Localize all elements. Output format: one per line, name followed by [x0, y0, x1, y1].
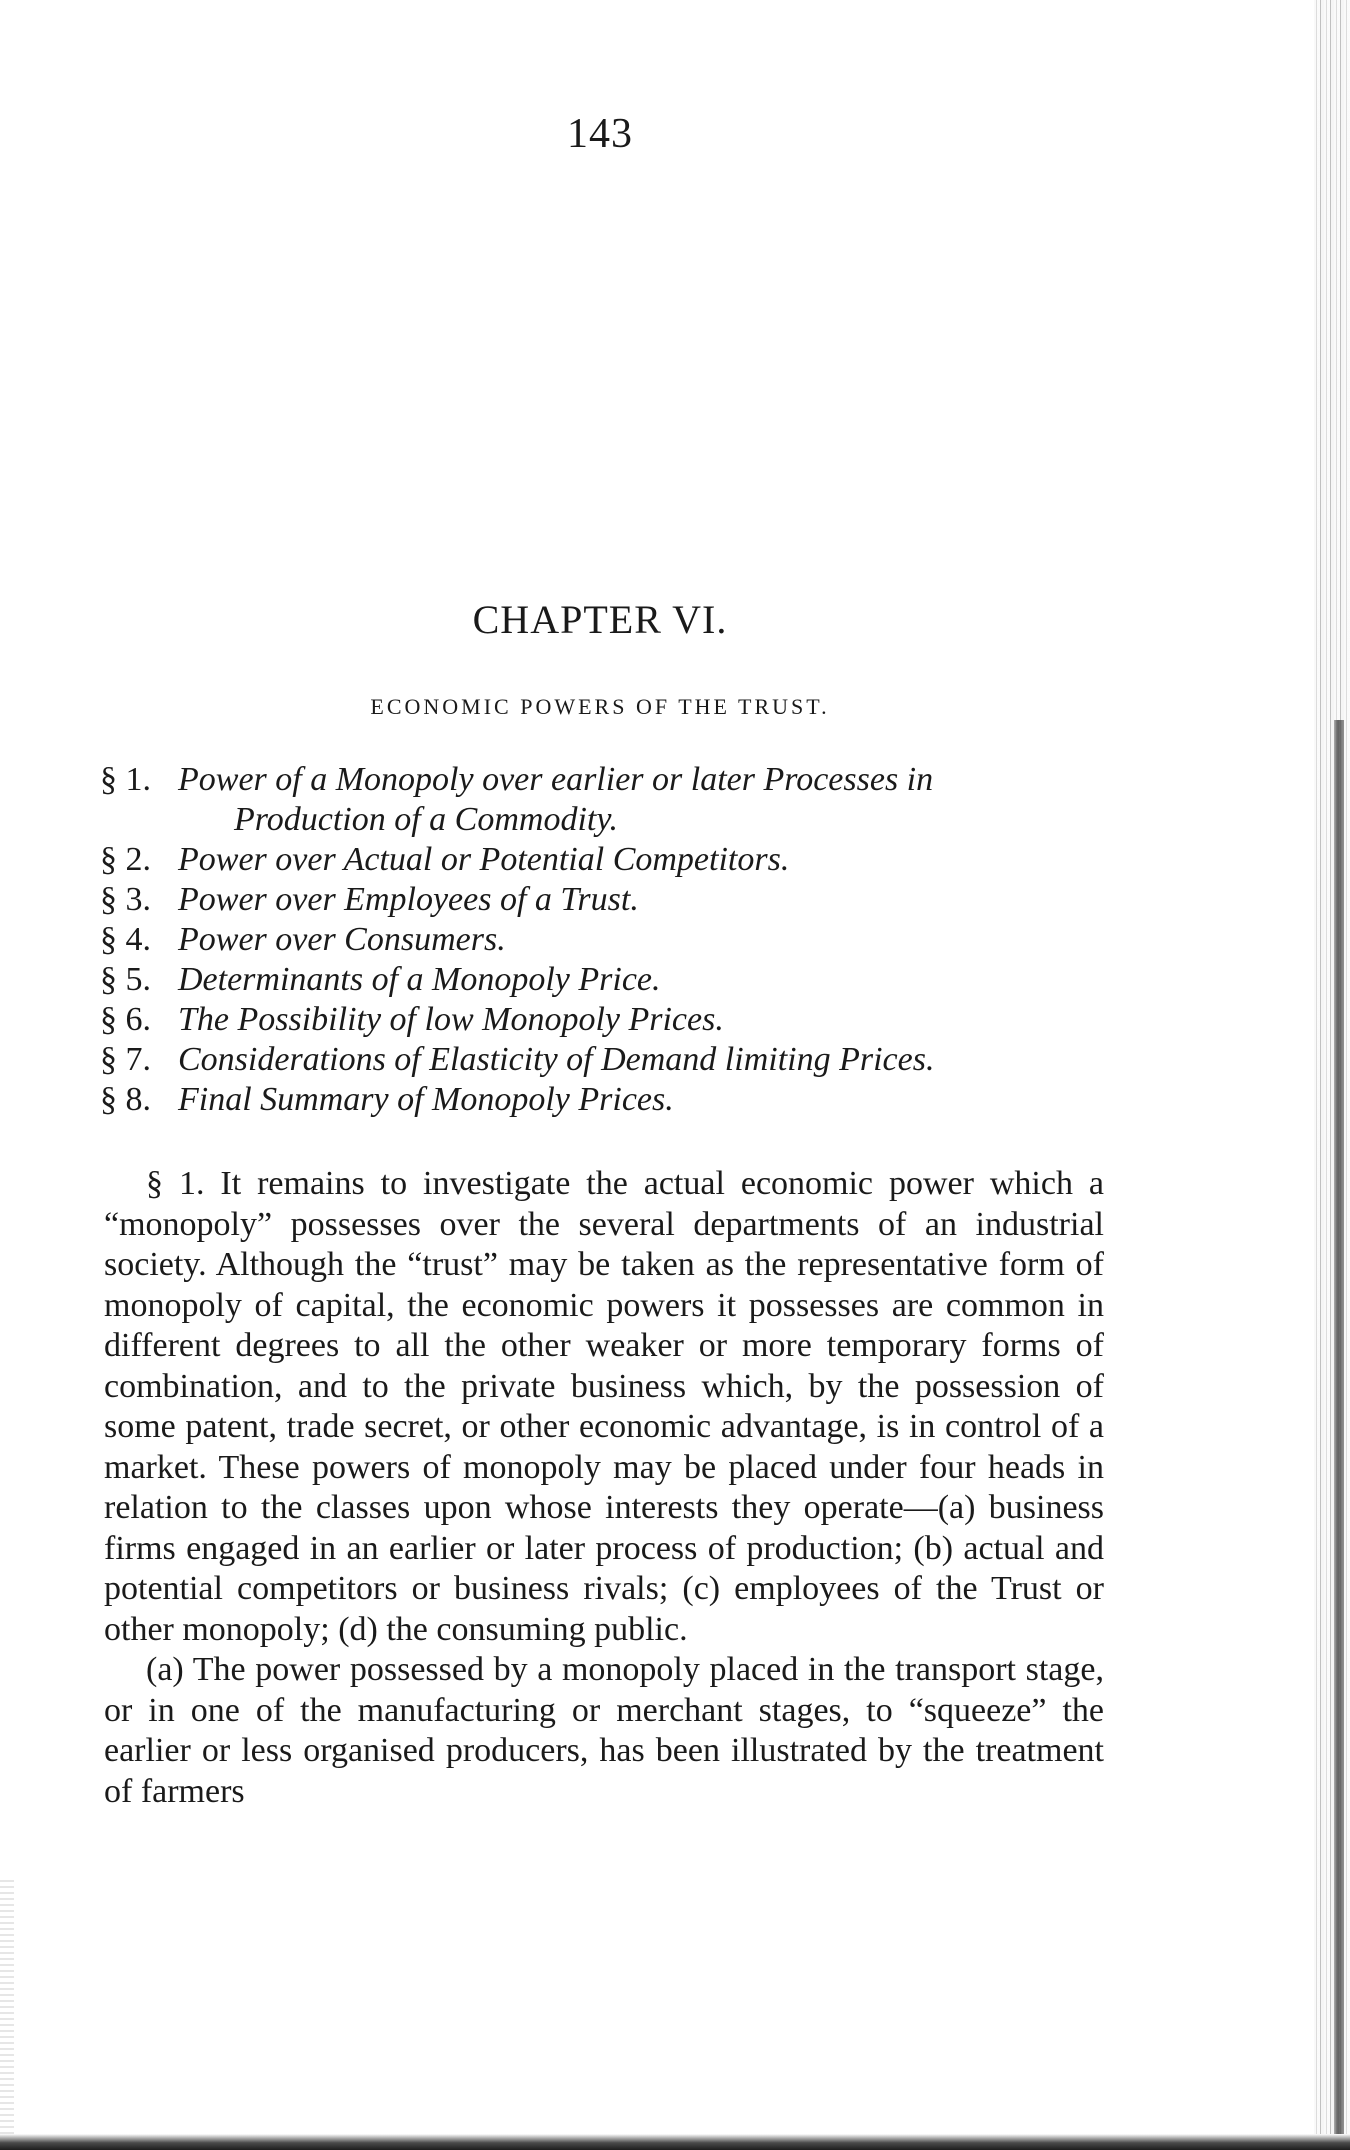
- section-title: Determinants of a Monopoly Price.: [178, 961, 661, 998]
- contents-entry: [100, 1040, 1110, 1080]
- scan-edge-shadow: [1334, 720, 1344, 2150]
- section-title: Power of a Monopoly over earlier or later Processes in: [178, 761, 934, 798]
- scan-edge-left: [0, 1880, 14, 2150]
- section-title: Power over Consumers.: [178, 921, 506, 958]
- chapter-title: CHAPTER VI.: [472, 597, 728, 642]
- section-number: § 5.: [100, 961, 151, 998]
- body-text: [104, 1164, 1104, 1812]
- body-paragraph: § 1. It remains to investigate the actual economic power which a “monopoly” possesses over the several departments of an industrial society. Although the “trust” may be taken as the representative form of monopoly of capital, the economic powers it possesses are common in different degrees to all the other weaker or more temporary forms of combination, and to the private business which, by the possession of some patent, trade secret, or other economic advantage, is in control of a market. These powers of monopoly may be placed under four heads in relation to the classes upon whose interests they operate—(a) business firms engaged in an earlier or later process of production; (b) actual and potential competitors or business rivals; (c) employees of the Trust or other monopoly; (d) the consuming public.: [104, 1165, 1104, 1648]
- contents-entry: [100, 1080, 1110, 1120]
- section-title: The Possibility of low Monopoly Prices.: [178, 1001, 724, 1038]
- scan-edge-bottom: [0, 2134, 1350, 2150]
- contents-entry: [100, 1000, 1110, 1040]
- chapter-subtitle: ECONOMIC POWERS OF THE TRUST.: [370, 694, 830, 719]
- body-paragraph: (a) The power possessed by a monopoly placed in the transport stage, or in one of the manufacturing or merchant stages, to “squeeze” the earlier or less organised producers, has been illustrated by the treatment of farmers: [104, 1651, 1104, 1810]
- section-number: § 6.: [100, 1001, 151, 1038]
- chapter-contents: [100, 760, 1110, 1120]
- contents-entry: [100, 920, 1110, 960]
- section-number: § 3.: [100, 881, 151, 918]
- section-title-continued: Production of a Commodity.: [234, 801, 619, 838]
- contents-entry: [100, 760, 1110, 840]
- section-number: § 2.: [100, 841, 151, 878]
- contents-entry: [100, 840, 1110, 880]
- page-number: 143: [567, 111, 633, 157]
- section-number: § 8.: [100, 1081, 151, 1118]
- section-number: § 4.: [100, 921, 151, 958]
- section-number: § 1.: [100, 761, 151, 798]
- section-title: Final Summary of Monopoly Prices.: [178, 1081, 674, 1118]
- section-title: Considerations of Elasticity of Demand limiting Prices.: [178, 1041, 935, 1078]
- scan-edge-right: [1314, 0, 1350, 2150]
- section-title: Power over Employees of a Trust.: [178, 881, 639, 918]
- section-number: § 7.: [100, 1041, 151, 1078]
- contents-entry: [100, 960, 1110, 1000]
- section-title: Power over Actual or Potential Competitors.: [178, 841, 790, 878]
- contents-entry: [100, 880, 1110, 920]
